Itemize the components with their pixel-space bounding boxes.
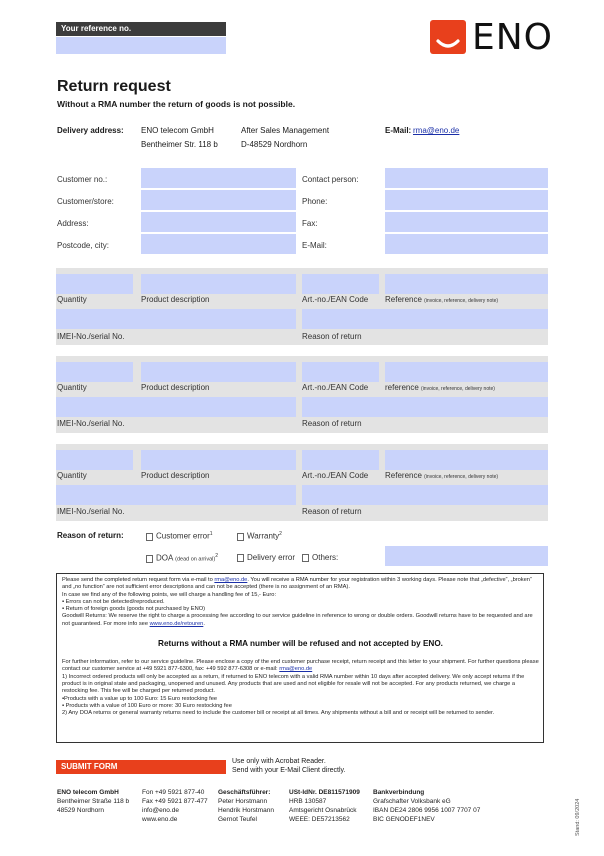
item-2-quantity-label: Quantity xyxy=(57,383,87,392)
footer-bank-title: Bankverbindung xyxy=(373,789,425,796)
footer-vat: USt-IdNr. DE811571909 xyxy=(289,789,360,796)
item-2-reason-label: Reason of return xyxy=(302,419,362,428)
item-3-reason-input[interactable] xyxy=(302,485,548,505)
info-paragraph-2: In case we find any of the following points, we will charge a handling fee of 15,- Euro: xyxy=(62,591,277,598)
reference-input[interactable] xyxy=(56,37,226,54)
info-paragraph-4 xyxy=(62,659,539,674)
page-subtitle: Without a RMA number the return of goods is not possible. xyxy=(57,99,296,109)
contact-person-label: Contact person: xyxy=(302,175,359,184)
warranty-label: Warranty xyxy=(247,531,280,541)
info-headline: Returns without a RMA number will be refused and not accepted by ENO. xyxy=(158,639,443,649)
info-paragraph-1 xyxy=(62,577,539,592)
footer-management xyxy=(218,788,288,824)
item-3-imei-label: IMEI-No./serial No. xyxy=(57,507,125,516)
info-bullet-4: ▪ Products with a value of 100 Euro or more: 30 Euro restocking fee xyxy=(62,702,232,709)
info-bullet-3: ▪Products with a value up to 100 Euro: 15 Euro restocking fee xyxy=(62,695,218,702)
others-checkbox[interactable] xyxy=(302,554,309,562)
footer-fax: Fax +49 5921 877-477 xyxy=(142,798,208,805)
info-p1-start: Please send the completed return request form via e-mail to xyxy=(62,577,215,583)
delivery-company: ENO telecom GmbH xyxy=(141,126,214,135)
footer-email[interactable]: info@eno.de xyxy=(142,807,179,814)
item-2-reference-label xyxy=(385,383,495,392)
item-1-imei-input[interactable] xyxy=(56,309,296,329)
customer-error-sup: 1 xyxy=(209,531,213,537)
customer-store-label: Customer/store: xyxy=(57,197,114,206)
reasons-label: Reason of return: xyxy=(57,531,124,540)
submit-form-button[interactable] xyxy=(56,760,226,774)
delivery-label: Delivery address: xyxy=(57,126,124,135)
delivery-street: Bentheimer Str. 118 b xyxy=(141,140,218,149)
email-input[interactable] xyxy=(385,234,548,254)
info-bullet-2: ▪ Return of foreign goods (goods not purchased by ENO) xyxy=(62,606,206,613)
info-paragraph-6: 2) Any DOA returns or general warranty returns need to include the customer bill or receipt at all times. Any shipments without a bill and or receipt will be returned to sender. xyxy=(62,710,495,717)
item-2-product-input[interactable] xyxy=(141,362,296,382)
others-input[interactable] xyxy=(385,546,548,566)
submit-form-label: SUBMIT FORM xyxy=(61,762,118,771)
item-3-quantity-label: Quantity xyxy=(57,471,87,480)
info-p3-link[interactable]: www.eno.de/retouren xyxy=(149,620,204,627)
footer-manager-1: Peter Horstmann xyxy=(218,798,268,805)
info-paragraph-3 xyxy=(62,613,539,628)
customer-store-input[interactable] xyxy=(141,190,296,210)
doa-option[interactable] xyxy=(146,553,218,563)
footer-contact xyxy=(142,788,222,824)
contact-person-input[interactable] xyxy=(385,168,548,188)
fax-label: Fax: xyxy=(302,219,318,228)
info-paragraph-5: 1) Incorrect ordered products will only be accepted as a return, if returned to ENO telecom with a valid RMA number within 10 days after accepted delivery. We only accept returns if the product is in original state and packaging, unopened and unused. Any products that are used and not eligible for resale will not be accepted. For any products returned, we charge a restocking fee. This fee will be charged per returned product. xyxy=(62,673,525,695)
customer-no-label: Customer no.: xyxy=(57,175,108,184)
footer-manager-2: Hendrik Horstmann xyxy=(218,807,274,814)
item-1-reference-text: Reference xyxy=(385,295,422,304)
postcode-label: Postcode, city: xyxy=(57,241,110,250)
info-p4-email-link[interactable]: rma@eno.de xyxy=(279,666,313,673)
item-2-art-label: Art.-no./EAN Code xyxy=(302,383,369,392)
delivery-email-label: E-Mail: xyxy=(385,126,412,135)
item-3-product-input[interactable] xyxy=(141,450,296,470)
stand-date: Stand: 09/2024 xyxy=(575,798,581,836)
fax-input[interactable] xyxy=(385,212,548,232)
others-label: Others: xyxy=(312,553,339,562)
item-1-art-input[interactable] xyxy=(302,274,379,294)
info-p1-end: . You will receive a RMA number for your registration within 3 working days. Please note that „defective“, „broken“ and „no function“ are not sufficient error descriptions and can not be accepted (there is no assignment of an RMA). xyxy=(62,577,532,591)
item-1-reference-label xyxy=(385,295,498,304)
footer-manager-3: Gernot Teufel xyxy=(218,816,257,823)
item-1-product-input[interactable] xyxy=(141,274,296,294)
footer-weee: WEEE: DE57213562 xyxy=(289,816,350,823)
item-2-product-label: Product description xyxy=(141,383,210,392)
item-1-reason-input[interactable] xyxy=(302,309,548,329)
footer-company xyxy=(57,788,142,815)
item-1-reason-label: Reason of return xyxy=(302,332,362,341)
item-3-reference-label xyxy=(385,471,498,480)
item-2-quantity-input[interactable] xyxy=(56,362,133,382)
page-title: Return request xyxy=(57,78,171,95)
footer-iban: IBAN DE24 2806 9956 1007 7707 07 xyxy=(373,807,481,814)
customer-error-label: Customer error xyxy=(156,531,210,541)
warranty-checkbox[interactable] xyxy=(237,533,244,541)
address-input[interactable] xyxy=(141,212,296,232)
doa-checkbox[interactable] xyxy=(146,555,153,563)
reference-label: Your reference no. xyxy=(61,24,132,33)
submit-note-2: Send with your E-Mail Client directly. xyxy=(232,767,346,774)
footer-company-street: Bentheimer Straße 118 b xyxy=(57,798,130,805)
email-label: E-Mail: xyxy=(302,241,327,250)
warranty-sup: 2 xyxy=(279,531,282,537)
item-1-reference-note: (invoice, reference, delivery note) xyxy=(424,298,499,304)
info-bullet-1: ▪ Errors can not be detected/reproduced. xyxy=(62,598,165,605)
info-p1-email-link[interactable]: rma@eno.de xyxy=(214,577,248,583)
item-1-art-label: Art.-no./EAN Code xyxy=(302,295,369,304)
footer-website[interactable]: www.eno.de xyxy=(142,816,178,823)
customer-error-checkbox[interactable] xyxy=(146,533,153,541)
doa-sup: 2 xyxy=(215,553,218,559)
item-2-imei-label: IMEI-No./serial No. xyxy=(57,419,125,428)
item-2-reason-input[interactable] xyxy=(302,397,548,417)
item-3-reason-label: Reason of return xyxy=(302,507,362,516)
info-box xyxy=(56,573,544,743)
item-2-art-input[interactable] xyxy=(302,362,379,382)
info-p3-end: . xyxy=(203,620,205,627)
address-label: Address: xyxy=(57,219,89,228)
item-1-product-label: Product description xyxy=(141,295,210,304)
delivery-city: D-48529 Nordhorn xyxy=(241,140,308,149)
footer-company-name: ENO telecom GmbH xyxy=(57,789,119,796)
item-3-reference-note: (invoice, reference, delivery note) xyxy=(424,474,499,480)
delivery-error-option[interactable] xyxy=(237,553,295,562)
others-option[interactable] xyxy=(302,553,338,562)
footer-registry xyxy=(289,788,371,824)
item-3-imei-input[interactable] xyxy=(56,485,296,505)
submit-note-1: Use only with Acrobat Reader. xyxy=(232,758,326,765)
phone-input[interactable] xyxy=(385,190,548,210)
info-p4-start: For further information, refer to our service guideline. Please enclose a copy of the end customer purchase receipt, return receipt and this letter to your shipment. For further questions please contact our customer service at +49 5921 877-6300, fax: +49 592 877-6308 or e-mail: xyxy=(62,659,539,673)
footer-hrb: HRB 130587 xyxy=(289,798,327,805)
item-3-art-label: Art.-no./EAN Code xyxy=(302,471,369,480)
delivery-error-checkbox[interactable] xyxy=(237,554,244,562)
delivery-error-label: Delivery error xyxy=(247,553,296,562)
item-3-reference-text: Reference xyxy=(385,471,422,480)
info-p3-start: Goodwill Returns: We reserve the right to charge a processing fee according to our service guideline in reference to wrong or double orders. Goodwill returns have to be requested and are not guaranteed. For more info see xyxy=(62,613,533,627)
item-2-reference-note: (invoice, reference, delivery note) xyxy=(421,386,495,392)
item-3-quantity-input[interactable] xyxy=(56,450,133,470)
item-2-reference-input[interactable] xyxy=(385,362,548,382)
item-1-reference-input[interactable] xyxy=(385,274,548,294)
customer-error-option[interactable] xyxy=(146,531,213,541)
eno-logo xyxy=(430,17,554,58)
item-1-imei-label: IMEI-No./serial No. xyxy=(57,332,125,341)
customer-no-input[interactable] xyxy=(141,168,296,188)
footer-company-city: 48529 Nordhorn xyxy=(57,807,104,814)
item-1-quantity-label: Quantity xyxy=(57,295,87,304)
delivery-email-link[interactable]: rma@eno.de xyxy=(413,126,460,135)
footer-bank-name: Grafschafter Volksbank eG xyxy=(373,798,451,805)
item-3-reference-input[interactable] xyxy=(385,450,548,470)
eno-logo-mark-icon xyxy=(430,20,466,54)
footer-phone: Fon +49 5921 877-40 xyxy=(142,789,205,796)
postcode-input[interactable] xyxy=(141,234,296,254)
delivery-dept: After Sales Management xyxy=(241,126,330,135)
item-2-imei-input[interactable] xyxy=(56,397,296,417)
footer-bank xyxy=(373,788,503,824)
warranty-option[interactable] xyxy=(237,531,282,541)
item-3-product-label: Product description xyxy=(141,471,210,480)
item-2-reference-text: reference xyxy=(385,383,419,392)
doa-note: (dead on arrival) xyxy=(175,556,216,563)
reference-label-bar xyxy=(56,22,226,36)
eno-logo-text: ENO xyxy=(472,17,554,58)
item-3-art-input[interactable] xyxy=(302,450,379,470)
footer-management-title: Geschäftsführer: xyxy=(218,789,271,796)
phone-label: Phone: xyxy=(302,197,328,206)
footer-court: Amtsgericht Osnabrück xyxy=(289,807,357,814)
footer-bic: BIC GENODEF1NEV xyxy=(373,816,435,823)
item-1-quantity-input[interactable] xyxy=(56,274,133,294)
doa-label: DOA xyxy=(156,553,173,563)
